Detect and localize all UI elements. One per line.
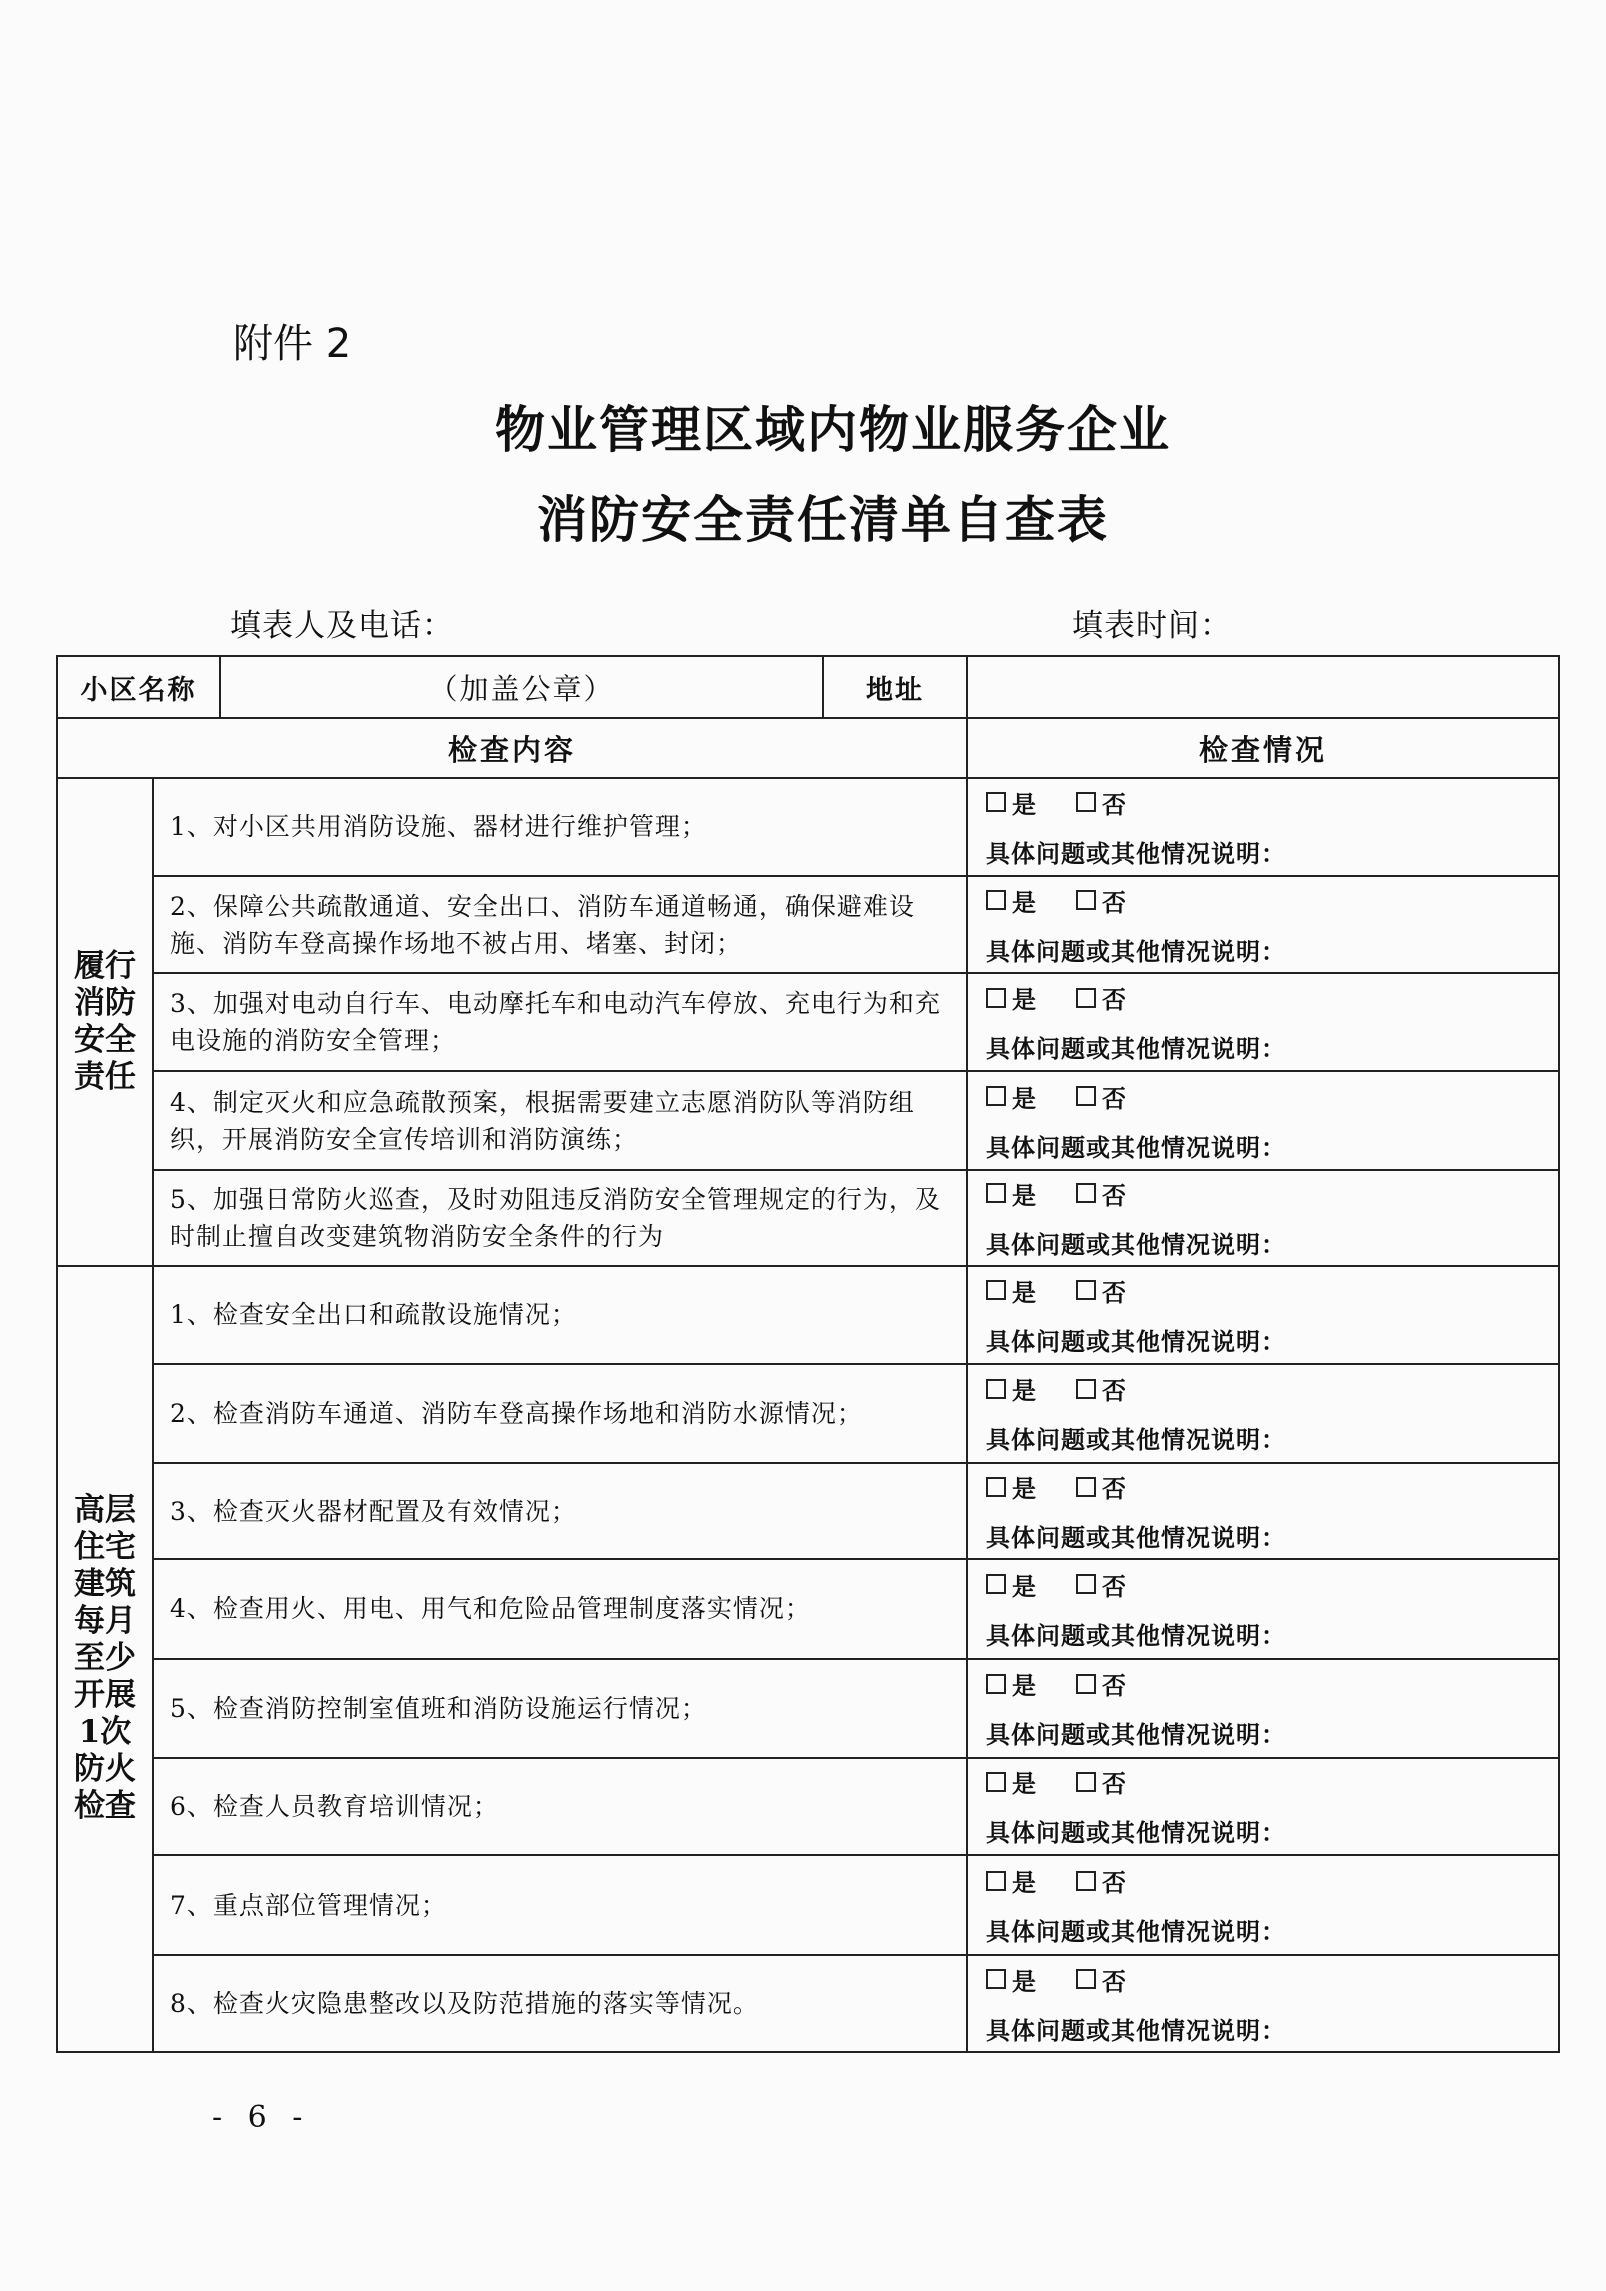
yes-label: 是	[1012, 789, 1036, 819]
no-option[interactable]	[1076, 1273, 1126, 1308]
section-label	[57, 1266, 153, 2052]
no-label: 否	[1102, 1277, 1126, 1307]
note-label: 具体问题或其他情况说明：	[986, 1818, 1286, 1848]
checkbox-icon[interactable]	[1076, 1772, 1096, 1792]
check-status-cell	[967, 1463, 1559, 1559]
checkbox-icon[interactable]	[1076, 1969, 1096, 1989]
checkbox-icon[interactable]	[986, 1280, 1006, 1300]
community-name-label: 小区名称	[57, 656, 220, 718]
checkbox-icon[interactable]	[1076, 1379, 1096, 1399]
yes-option[interactable]	[986, 1962, 1036, 1997]
checkbox-icon[interactable]	[986, 1871, 1006, 1891]
check-item-row	[57, 1170, 1559, 1266]
checkbox-icon[interactable]	[1076, 1183, 1096, 1203]
check-item-text: 3、检查灭火器材配置及有效情况；	[153, 1463, 967, 1559]
check-item-text: 4、检查用火、用电、用气和危险品管理制度落实情况；	[153, 1559, 967, 1659]
check-item-text: 1、检查安全出口和疏散设施情况；	[153, 1266, 967, 1364]
community-name-field[interactable]	[220, 656, 823, 718]
check-status-cell	[967, 973, 1559, 1071]
check-item-text: 3、加强对电动自行车、电动摩托车和电动汽车停放、充电行为和充电设施的消防安全管理；	[153, 973, 967, 1071]
no-option[interactable]	[1076, 1666, 1126, 1701]
checkbox-icon[interactable]	[986, 1574, 1006, 1594]
note-label: 具体问题或其他情况说明：	[986, 1326, 1286, 1356]
note-label: 具体问题或其他情况说明：	[986, 1132, 1286, 1162]
yes-option[interactable]	[986, 980, 1036, 1015]
yes-option[interactable]	[986, 1764, 1036, 1799]
no-option[interactable]	[1076, 883, 1126, 918]
no-label: 否	[1102, 1671, 1126, 1701]
checkbox-icon[interactable]	[1076, 890, 1096, 910]
document-title-line2: 消防安全责任清单自查表	[537, 490, 1109, 549]
no-label: 否	[1102, 1376, 1126, 1406]
checkbox-icon[interactable]	[986, 988, 1006, 1008]
check-status-cell	[967, 1855, 1559, 1955]
yes-label: 是	[1012, 887, 1036, 917]
fill-time-label: 填表时间：	[1072, 608, 1232, 644]
check-status-cell	[967, 1559, 1559, 1659]
no-label: 否	[1102, 1571, 1126, 1601]
note-label: 具体问题或其他情况说明：	[986, 1523, 1286, 1553]
yes-label: 是	[1012, 1083, 1036, 1113]
checkbox-icon[interactable]	[1076, 1280, 1096, 1300]
checkbox-icon[interactable]	[986, 1379, 1006, 1399]
page-number: - 6 -	[212, 2100, 311, 2135]
check-item-text: 2、检查消防车通道、消防车登高操作场地和消防水源情况；	[153, 1364, 967, 1464]
yes-option[interactable]	[986, 1079, 1036, 1114]
no-label: 否	[1102, 1769, 1126, 1799]
check-item-text: 5、加强日常防火巡查，及时劝阻违反消防安全管理规定的行为，及时制止擅自改变建筑物消防安全条件的行为	[153, 1170, 967, 1266]
no-option[interactable]	[1076, 785, 1126, 820]
yes-label: 是	[1012, 1277, 1036, 1307]
checkbox-icon[interactable]	[1076, 1477, 1096, 1497]
check-status-cell	[967, 1659, 1559, 1758]
no-label: 否	[1102, 1474, 1126, 1504]
note-label: 具体问题或其他情况说明：	[986, 2015, 1286, 2045]
yes-label: 是	[1012, 1571, 1036, 1601]
note-label: 具体问题或其他情况说明：	[986, 1229, 1286, 1259]
no-label: 否	[1102, 1966, 1126, 1996]
no-label: 否	[1102, 985, 1126, 1015]
check-item-row	[57, 1071, 1559, 1170]
checkbox-icon[interactable]	[1076, 988, 1096, 1008]
checkbox-icon[interactable]	[1076, 1086, 1096, 1106]
yes-label: 是	[1012, 1180, 1036, 1210]
check-item-row	[57, 1266, 1559, 1364]
check-item-row	[57, 973, 1559, 1071]
address-field[interactable]	[967, 656, 1559, 718]
checkbox-icon[interactable]	[986, 1183, 1006, 1203]
yes-label: 是	[1012, 985, 1036, 1015]
no-label: 否	[1102, 1083, 1126, 1113]
note-label: 具体问题或其他情况说明：	[986, 1620, 1286, 1650]
checkbox-icon[interactable]	[986, 1086, 1006, 1106]
no-option[interactable]	[1076, 1764, 1126, 1799]
yes-option[interactable]	[986, 1176, 1036, 1211]
yes-option[interactable]	[986, 1273, 1036, 1308]
check-item-text: 6、检查人员教育培训情况；	[153, 1758, 967, 1856]
section-label	[57, 778, 153, 1266]
check-item-row	[57, 778, 1559, 876]
check-item-row	[57, 1758, 1559, 1856]
attachment-label: 附件 2	[233, 321, 352, 367]
check-status-cell	[967, 1758, 1559, 1856]
document-title-line1: 物业管理区域内物业服务企业	[495, 400, 1171, 459]
check-status-cell	[967, 1170, 1559, 1266]
check-item-row	[57, 1364, 1559, 1464]
col-content-header: 检查内容	[57, 718, 967, 777]
check-item-text: 5、检查消防控制室值班和消防设施运行情况；	[153, 1659, 967, 1758]
checkbox-icon[interactable]	[986, 792, 1006, 812]
no-label: 否	[1102, 887, 1126, 917]
note-label: 具体问题或其他情况说明：	[986, 936, 1286, 966]
yes-option[interactable]	[986, 1469, 1036, 1504]
no-option[interactable]	[1076, 1079, 1126, 1114]
check-status-cell	[967, 778, 1559, 876]
checkbox-icon[interactable]	[986, 1969, 1006, 1989]
header-row	[57, 718, 1559, 777]
yes-label: 是	[1012, 1769, 1036, 1799]
check-item-row	[57, 1659, 1559, 1758]
checkbox-icon[interactable]	[986, 1477, 1006, 1497]
no-label: 否	[1102, 1868, 1126, 1898]
yes-option[interactable]	[986, 1567, 1036, 1602]
note-label: 具体问题或其他情况说明：	[986, 1917, 1286, 1947]
yes-option[interactable]	[986, 883, 1036, 918]
check-status-cell	[967, 1266, 1559, 1364]
yes-label: 是	[1012, 1376, 1036, 1406]
check-item-row	[57, 1463, 1559, 1559]
note-label: 具体问题或其他情况说明：	[986, 838, 1286, 868]
note-label: 具体问题或其他情况说明：	[986, 1034, 1286, 1064]
yes-option[interactable]	[986, 1666, 1036, 1701]
checkbox-icon[interactable]	[1076, 1871, 1096, 1891]
check-item-row	[57, 876, 1559, 974]
check-status-cell	[967, 876, 1559, 974]
no-label: 否	[1102, 789, 1126, 819]
check-status-cell	[967, 1071, 1559, 1170]
yes-label: 是	[1012, 1868, 1036, 1898]
no-option[interactable]	[1076, 1567, 1126, 1602]
yes-label: 是	[1012, 1966, 1036, 1996]
section-label-text: 高层住宅建筑每月至少开展1次防火检查	[74, 1492, 136, 1825]
no-option[interactable]	[1076, 1469, 1126, 1504]
stamp-note: （加盖公章）	[428, 671, 615, 706]
check-item-row	[57, 1955, 1559, 2052]
checkbox-icon[interactable]	[986, 890, 1006, 910]
yes-label: 是	[1012, 1671, 1036, 1701]
no-option[interactable]	[1076, 1863, 1126, 1898]
no-option[interactable]	[1076, 1962, 1126, 1997]
check-item-text: 7、重点部位管理情况；	[153, 1855, 967, 1955]
yes-label: 是	[1012, 1474, 1036, 1504]
yes-option[interactable]	[986, 1863, 1036, 1898]
no-option[interactable]	[1076, 980, 1126, 1015]
checkbox-icon[interactable]	[1076, 1574, 1096, 1594]
yes-option[interactable]	[986, 1371, 1036, 1406]
filler-phone-label: 填表人及电话：	[230, 608, 454, 644]
no-option[interactable]	[1076, 1176, 1126, 1211]
address-label: 地址	[823, 656, 967, 718]
col-status-header: 检查情况	[967, 718, 1559, 777]
check-item-text: 8、检查火灾隐患整改以及防范措施的落实等情况。	[153, 1955, 967, 2052]
check-item-row	[57, 1855, 1559, 1955]
note-label: 具体问题或其他情况说明：	[986, 1425, 1286, 1455]
self-check-table	[56, 655, 1560, 2053]
checkbox-icon[interactable]	[986, 1674, 1006, 1694]
note-label: 具体问题或其他情况说明：	[986, 1720, 1286, 1750]
checkbox-icon[interactable]	[1076, 1674, 1096, 1694]
check-item-row	[57, 1559, 1559, 1659]
yes-option[interactable]	[986, 785, 1036, 820]
section-label-text: 履行消防安全责任	[74, 947, 136, 1095]
no-option[interactable]	[1076, 1371, 1126, 1406]
check-item-text: 4、制定灭火和应急疏散预案，根据需要建立志愿消防队等消防组织，开展消防安全宣传培训和消防演练；	[153, 1071, 967, 1170]
no-label: 否	[1102, 1180, 1126, 1210]
check-status-cell	[967, 1364, 1559, 1464]
check-status-cell	[967, 1955, 1559, 2052]
checkbox-icon[interactable]	[986, 1772, 1006, 1792]
check-item-text: 1、对小区共用消防设施、器材进行维护管理；	[153, 778, 967, 876]
community-row	[57, 656, 1559, 718]
checkbox-icon[interactable]	[1076, 792, 1096, 812]
check-item-text: 2、保障公共疏散通道、安全出口、消防车通道畅通，确保避难设施、消防车登高操作场地不被占用、堵塞、封闭；	[153, 876, 967, 974]
